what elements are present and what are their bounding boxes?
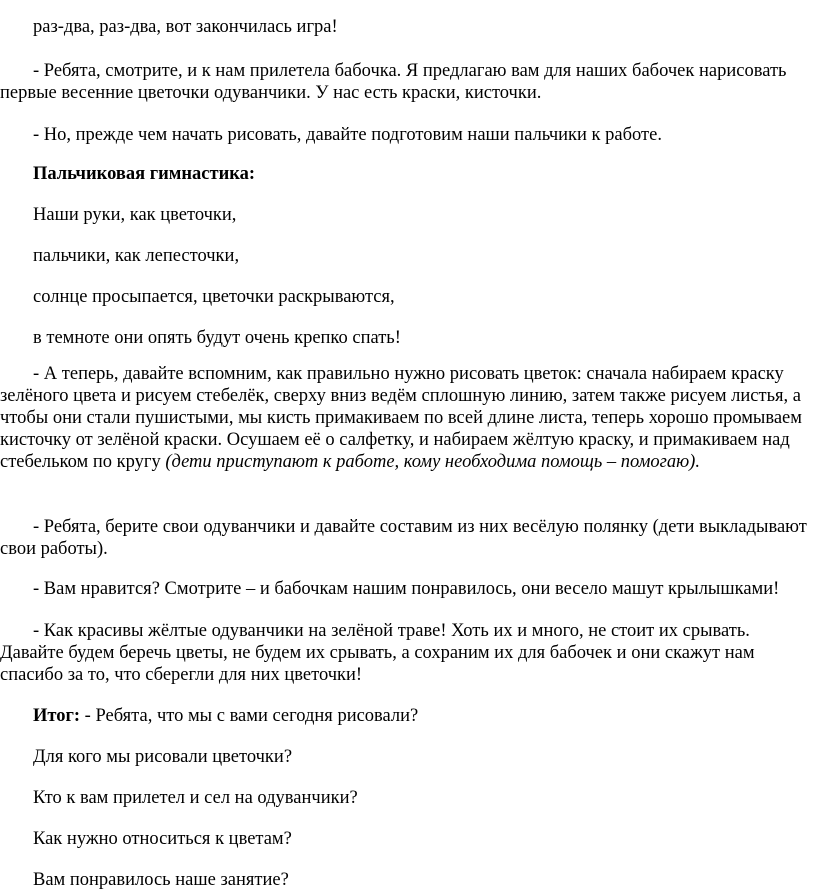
paragraph-drawing-instructions — [0, 363, 814, 473]
question-line: Вам понравилось наше занятие? — [33, 870, 289, 890]
question-line: Как нужно относиться к цветам? — [33, 829, 292, 849]
heading-text: Пальчиковая гимнастика: — [33, 164, 256, 184]
paragraph-butterfly: - Ребята, смотрите, и к нам прилетела бабочка. Я предлагаю вам для наших бабочек нарисовать первые весенние цветочки одуванчики. У нас есть краски, кисточки. — [0, 61, 787, 103]
summary-label: Итог: — [33, 706, 81, 726]
instructions-italic-note: (дети приступают к работе, кому необходима помощь – помогаю). — [165, 452, 700, 472]
heading-finger-gymnastics — [0, 163, 814, 185]
poem-line: в темноте они опять будут очень крепко спать! — [33, 328, 401, 348]
poem-line: Наши руки, как цветочки, — [33, 205, 237, 225]
question-line: Для кого мы рисовали цветочки? — [33, 747, 293, 767]
paragraph-protect-flowers: - Как красивы жёлтые одуванчики на зелёной траве! Хоть их и много, не стоит их срывать. Давайте будем беречь цветы, не будем их срывать, а сохраним их для бабочек и они скажут нам спасибо за то, что сберегли для них цветочки! — [0, 621, 755, 685]
summary-question: - Ребята, что мы с вами сегодня рисовали? — [80, 706, 419, 726]
paragraph-game-end: раз-два, раз-два, вот закончилась игра! — [33, 17, 338, 37]
poem-line: солнце просыпается, цветочки раскрываются, — [33, 287, 395, 307]
question-line: Кто к вам прилетел и сел на одуванчики? — [33, 788, 358, 808]
paragraph-meadow: - Ребята, берите свои одуванчики и давайте составим из них весёлую полянку (дети выкладывают свои работы). — [0, 517, 807, 559]
poem-line: пальчики, как лепесточки, — [33, 246, 240, 266]
paragraph-prepare-fingers: - Но, прежде чем начать рисовать, давайте подготовим наши пальчики к работе. — [33, 125, 662, 145]
paragraph-summary — [0, 705, 814, 727]
paragraph-do-you-like: - Вам нравится? Смотрите – и бабочкам нашим понравилось, они весело машут крылышками! — [33, 579, 780, 599]
instructions-text: - А теперь, давайте вспомним, как правильно нужно рисовать цветок: сначала набираем краску зелёного цвета и рисуем стебелёк, сверху вниз ведём сплошную линию, затем также рисуем листья, а чтобы они стали пушистыми, мы кисть примакиваем по всей длине листа, теперь хорошо промываем кисточку от зелёной краски. Осушаем её о салфетку, и набираем жёлтую краску, и примакиваем над стебельком по кругу — [0, 364, 802, 472]
